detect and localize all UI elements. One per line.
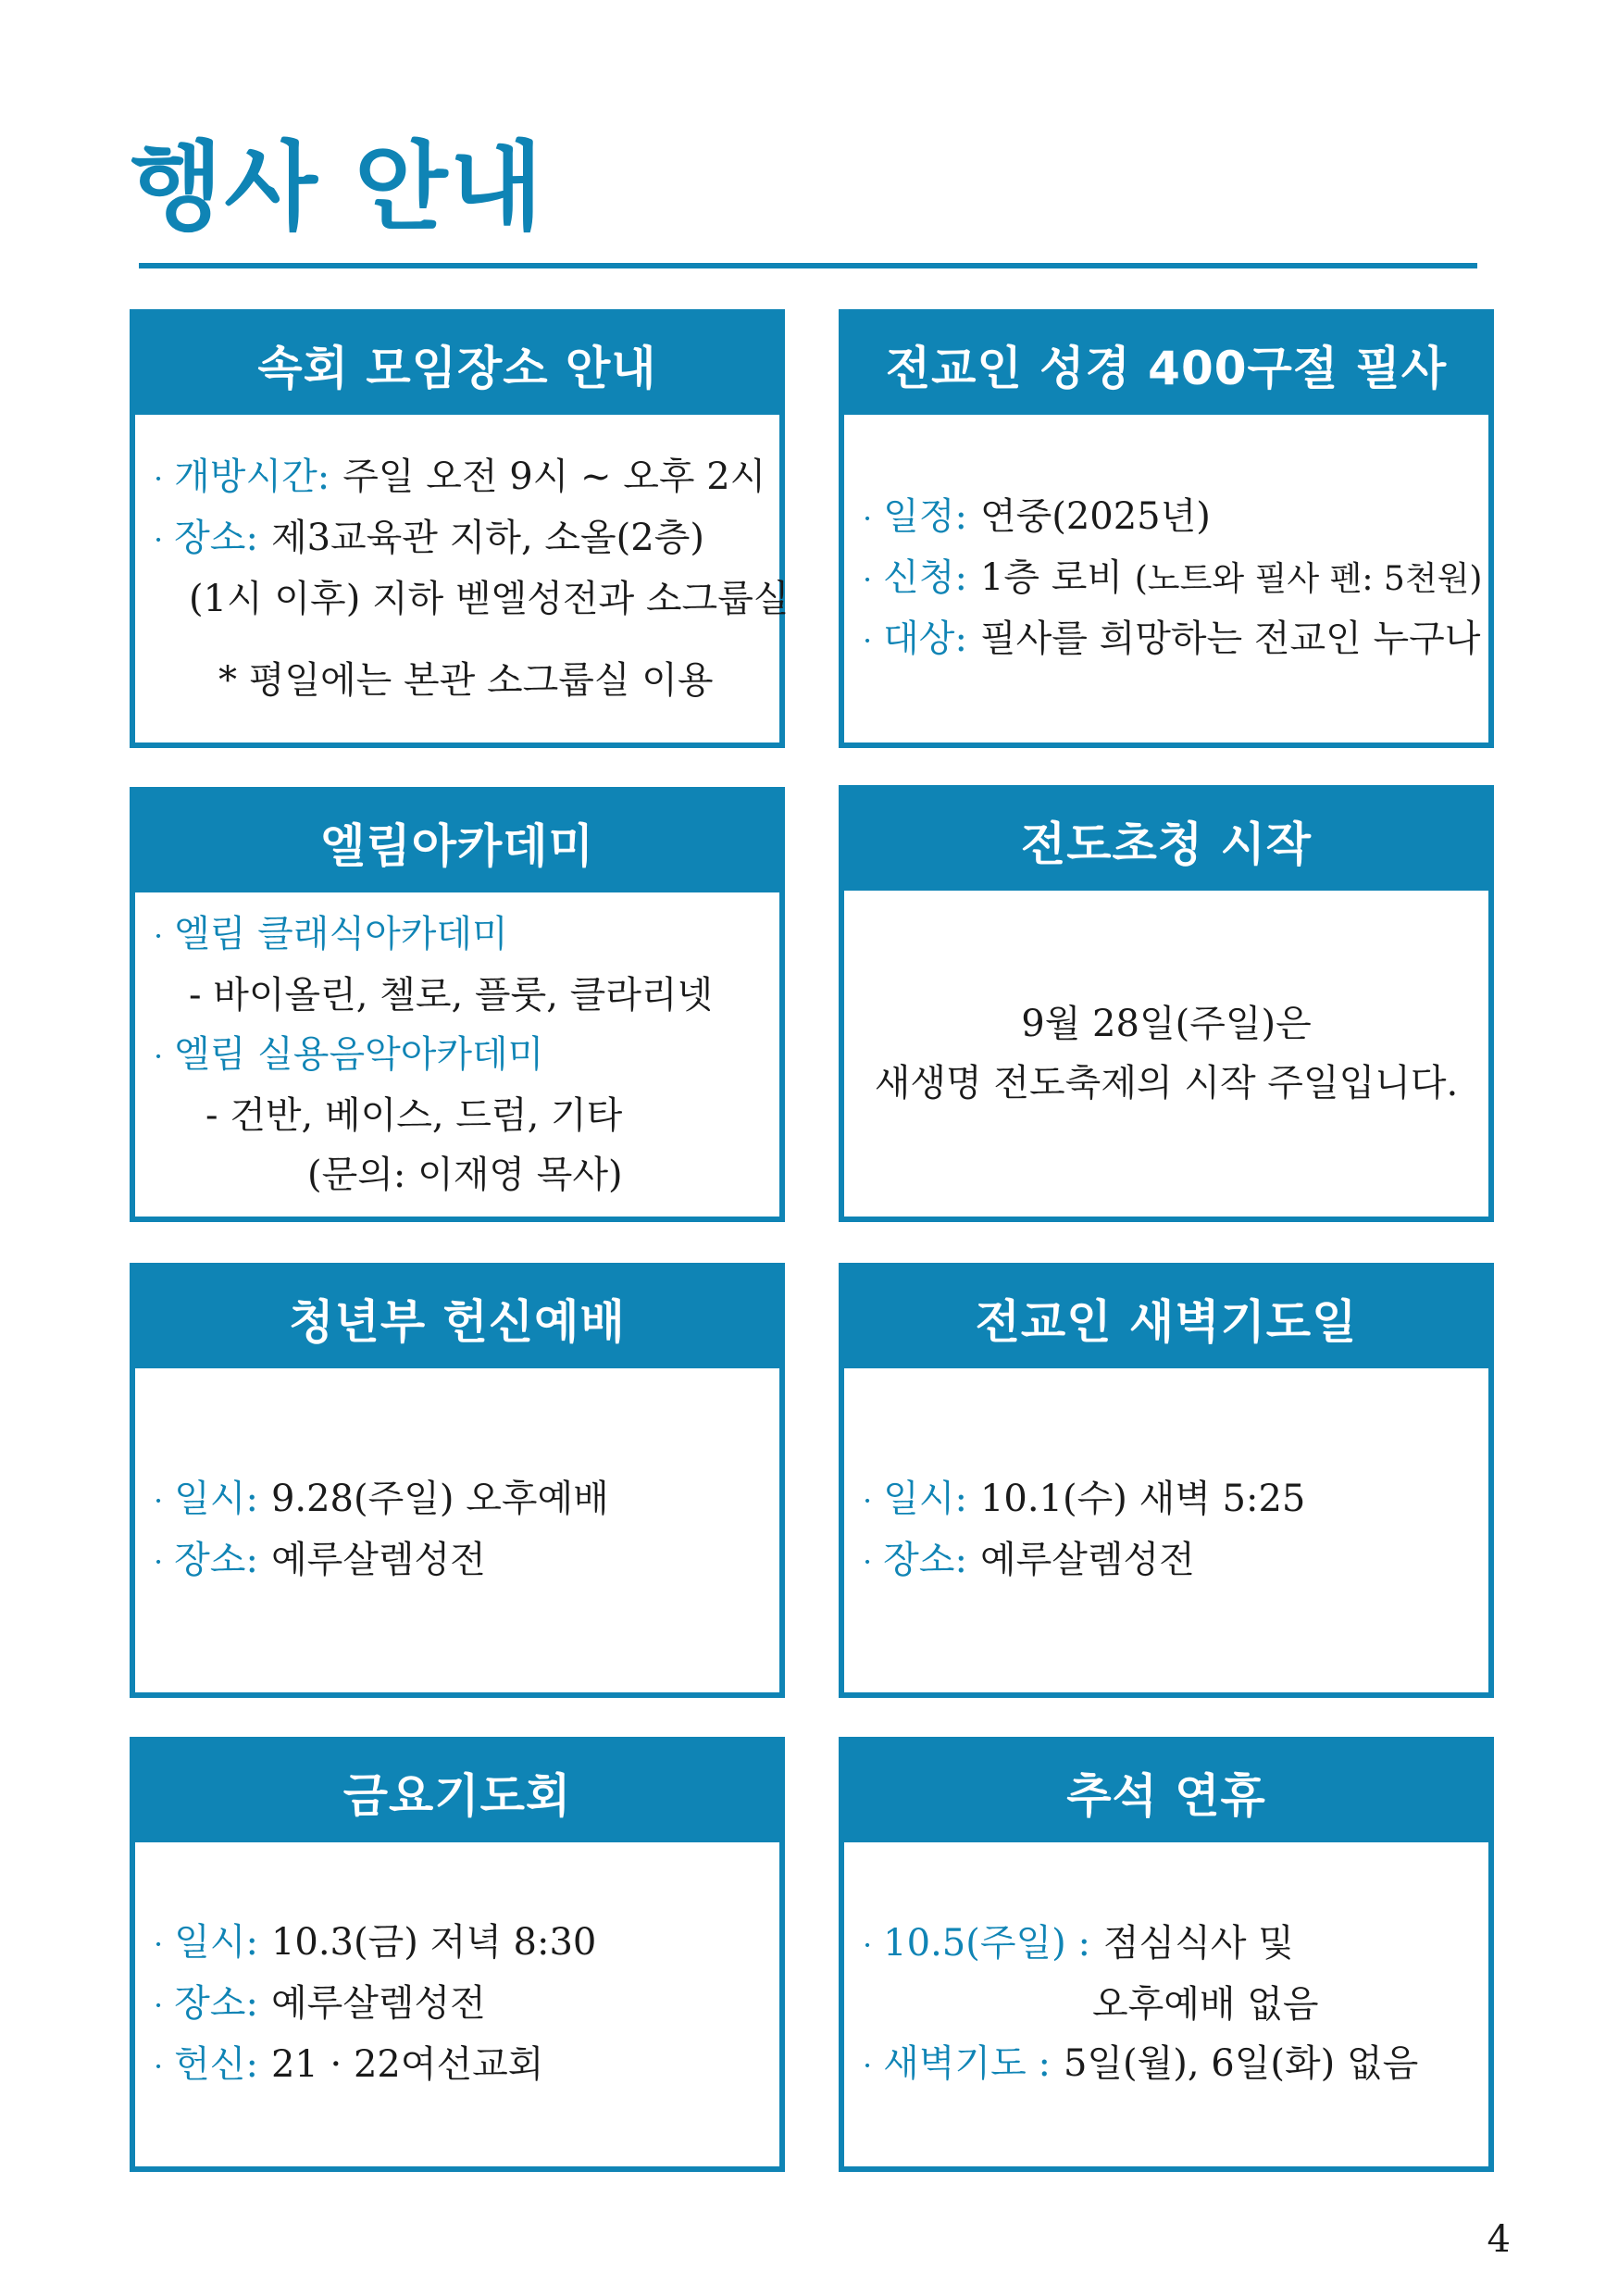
card-evangelism [839,785,1494,1222]
target-value: 필사를 희망하는 전교인 누구나 [979,618,1481,660]
date-label: 일시: [883,1478,967,1520]
dedication-row [154,2035,761,2096]
bullet-icon: · [154,2049,164,2084]
classic-academy-row [154,905,761,966]
card-title: 금요기도회 [135,1742,779,1842]
dedication-label: 헌신: [174,2043,258,2086]
dawn-label: 새벽기도 : [883,2042,1051,2085]
holiday-value-2: 오후예배 없음 [1092,1983,1319,2026]
date-row [154,1913,761,1974]
card-friday-prayer [130,1737,785,2172]
place-extra: (1시 이후) 지하 벧엘성전과 소그룹실 [189,578,790,620]
date-value: 10.3(금) 저녁 8:30 [270,1921,597,1964]
evangelism-line-2: 새생명 전도축제의 시작 주일입니다. [874,1062,1459,1104]
place-label: 장소: [883,1539,967,1581]
title-divider [139,263,1477,268]
bullet-icon: · [154,1483,164,1518]
apply-label: 신청: [883,556,967,599]
bullet-icon: · [154,1039,164,1074]
schedule-label: 일정: [883,495,967,538]
page-number: 4 [1487,2218,1511,2261]
evangelism-line-1: 9월 28일(주일)은 [1021,1003,1312,1045]
date-label: 일시: [174,1921,258,1964]
schedule-row [863,487,1470,548]
practical-instruments: - 건반, 베이스, 드럼, 기타 [205,1094,623,1137]
bullet-icon: · [154,918,164,954]
card-meeting-place [130,309,790,748]
card-youth-worship [130,1263,785,1698]
bullet-icon: · [154,1927,164,1962]
bullet-icon: · [863,501,873,536]
card-title: 전교인 새벽기도일 [844,1268,1488,1368]
place-row [154,1530,761,1591]
card-title: 속회 모임장소 안내 [135,315,779,415]
date-row [154,1469,761,1530]
card-title: 전교인 성경 400구절 필사 [844,315,1488,415]
dedication-value: 21 · 22여선교회 [270,2043,544,2086]
place-row [863,1530,1470,1591]
target-label: 대상: [883,618,967,660]
bullet-icon: · [154,1988,164,2023]
bullet-icon: · [863,1544,873,1579]
card-title: 전도초청 시작 [844,791,1488,891]
place-value: 제3교육관 지하, 소올(2층) [270,517,704,559]
holiday-row [863,1914,1470,1975]
card-dawn-prayer [839,1263,1494,1698]
holiday-value: 점심식사 및 [1102,1922,1294,1965]
page-title: 행사 안내 [130,131,545,243]
bullet-icon: · [863,1483,873,1518]
place-value: 예루살렘성전 [270,1982,486,2025]
place-row [154,1974,761,2035]
place-value: 예루살렘성전 [979,1539,1195,1581]
classic-academy-name: 엘림 클래식아카데미 [174,913,508,955]
practical-academy-name: 엘림 실용음악아카데미 [174,1033,544,1076]
hours-label: 개방시간: [174,455,330,498]
date-label: 일시: [174,1478,258,1520]
card-elim-academy [130,787,785,1222]
bullet-icon: · [863,623,873,658]
place-label: 장소: [174,1539,258,1581]
date-value: 9.28(주일) 오후예배 [270,1478,609,1520]
place-label: 장소: [174,517,258,559]
card-title: 청년부 헌신예배 [135,1268,779,1368]
academy-contact: (문의: 이재영 목사) [307,1154,623,1196]
date-row [863,1469,1470,1530]
bullet-icon: · [863,1928,873,1963]
holiday-label: 10.5(주일) : [883,1922,1090,1965]
place-row [154,508,761,569]
card-title: 엘림아카데미 [135,792,779,892]
hours-row [154,447,766,508]
date-value: 10.1(수) 새벽 5:25 [979,1478,1306,1520]
weekday-note: * 평일에는 본관 소그룹실 이용 [218,659,714,702]
apply-row [863,548,1483,609]
card-bible-copy [839,309,1494,748]
bullet-icon: · [154,461,164,496]
dawn-value: 5일(월), 6일(화) 없음 [1063,2042,1419,2085]
card-title: 추석 연휴 [844,1742,1488,1842]
target-row [863,609,1481,670]
bullet-icon: · [863,2048,873,2083]
place-value: 예루살렘성전 [270,1539,486,1581]
place-label: 장소: [174,1982,258,2025]
dawn-row [863,2034,1470,2095]
apply-value: 1층 로비 [979,556,1124,599]
bullet-icon: · [154,522,164,557]
schedule-value: 연중(2025년) [979,495,1211,538]
practical-academy-row [154,1025,761,1086]
hours-value: 주일 오전 9시 ~ 오후 2시 [342,455,766,498]
card-chuseok [839,1737,1494,2172]
apply-note: (노트와 필사 펜: 5천원) [1134,560,1483,598]
bullet-icon: · [154,1544,164,1579]
bullet-icon: · [863,562,873,597]
classic-instruments: - 바이올린, 첼로, 플룻, 클라리넷 [189,974,714,1017]
